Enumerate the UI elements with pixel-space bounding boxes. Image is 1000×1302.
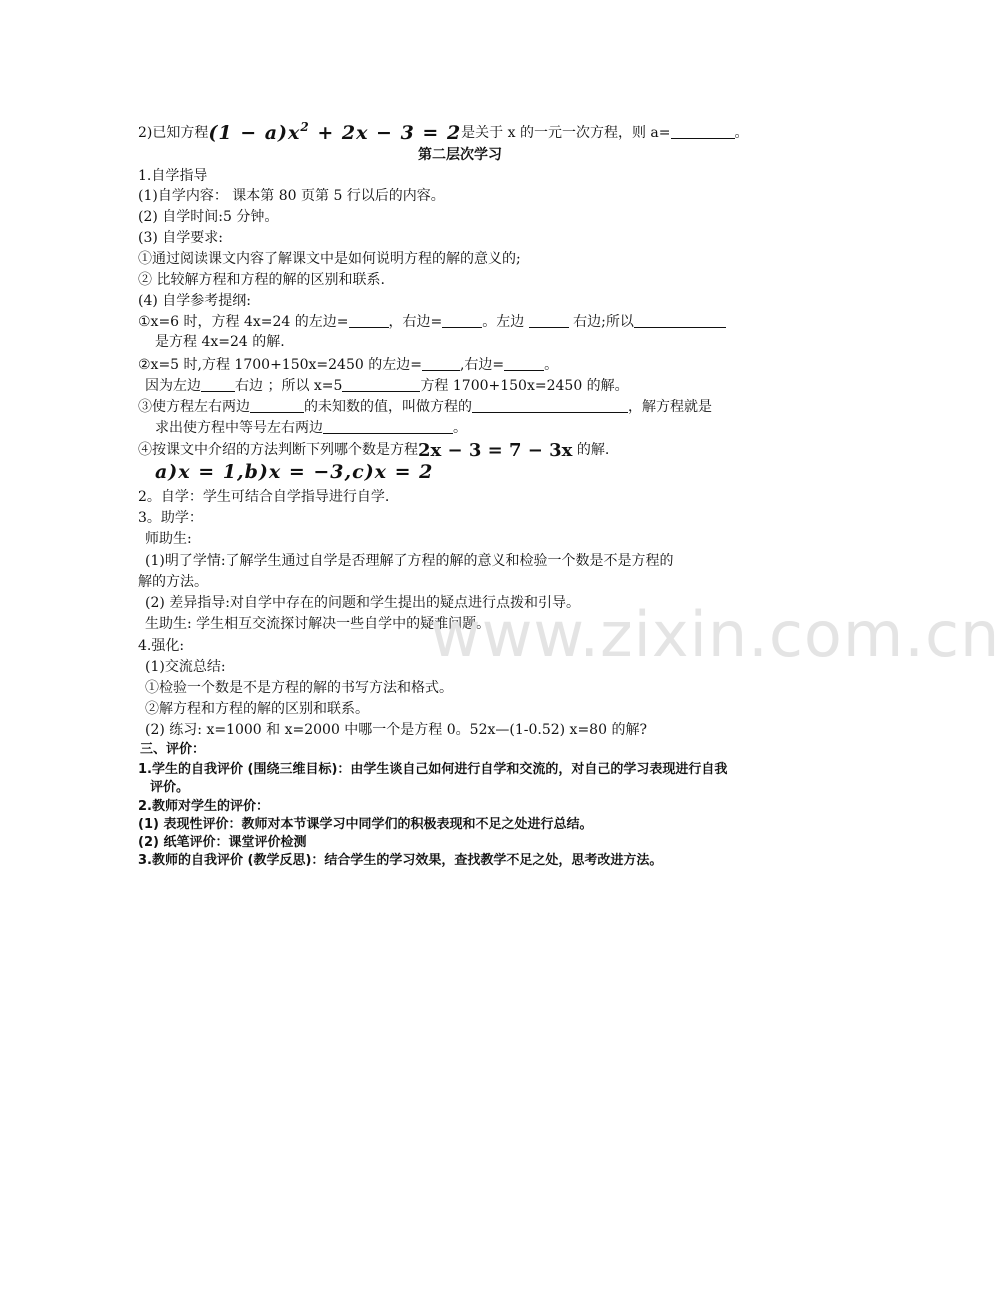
text-line: (2) 差异指导:对自学中存在的问题和学生提出的疑点进行点拨和引导。	[145, 595, 580, 611]
text-line: 解的方法。	[138, 574, 208, 590]
eval-line: (2) 纸笔评价：课堂评价检测	[138, 835, 307, 850]
heading-2: 2。自学：学生可结合自学指导进行自学.	[138, 489, 390, 505]
text-line: (1)交流总结:	[145, 659, 226, 675]
text-line: 生助生: 学生相互交流探讨解决一些自学中的疑难问题。	[145, 616, 491, 632]
outline-item-1-cont: 是方程 4x=24 的解.	[155, 334, 285, 350]
answer-options: a)x = 1,b)x = −3,c)x = 2	[155, 461, 434, 483]
text-line: 师助生:	[145, 531, 192, 547]
outline-item-1: ①x=6 时，方程 4x=24 的左边= ，右边= 。左边 右边;所以	[138, 313, 726, 332]
eval-line: (1) 表现性评价：教师对本节课学习中同学们的积极表现和不足之处进行总结。	[138, 817, 593, 832]
equation-formula: $(1 - a)x^2 + 2x - 3 = 2$	[208, 120, 462, 144]
heading-3: 3。助学：	[138, 510, 203, 526]
outline-item-2: ②x=5 时,方程 1700+150x=2450 的左边= ,右边= 。	[138, 357, 559, 373]
punct: 。	[734, 125, 749, 141]
text-line: ①检验一个数是不是方程的解的书写方法和格式。	[145, 680, 453, 696]
heading-4: 4.强化:	[138, 638, 185, 654]
equation-formula-2: 2x − 3 = 7 − 3x	[418, 440, 573, 461]
text-line: (1)明了学情:了解学生通过自学是否理解了方程的解的意义和检验一个数是不是方程的	[145, 553, 674, 569]
eval-line: 1.学生的自我评价 (围绕三维目标)：由学生谈自己如何进行自学和交流的，对自己的学习表现进行自我	[138, 762, 728, 777]
outline-item-4: ④按课文中介绍的方法判断下列哪个数是方程2x − 3 = 7 − 3x 的解.	[138, 440, 610, 461]
answer-blank	[671, 124, 735, 139]
text-line: (1)自学内容： 课本第 80 页第 5 行以后的内容。	[138, 188, 445, 204]
text-line: ②解方程和方程的解的区别和联系。	[145, 701, 369, 717]
heading-1: 1.自学指导	[138, 168, 208, 184]
section-title: 第二层次学习	[418, 147, 502, 163]
outline-item-2-cont: 因为左边 右边 ；所以 x=5 方程 1700+150x=2450 的解。	[145, 378, 629, 394]
question-2-line	[138, 118, 749, 143]
text-line: (3) 自学要求:	[138, 230, 223, 246]
question-2-prefix: 2)已知方程	[138, 125, 209, 141]
text-line: ② 比较解方程和方程的解的区别和联系.	[138, 272, 385, 288]
outline-item-3-cont: 求出使方程中等号左右两边 。	[155, 420, 467, 436]
eval-line: 3.教师的自我评价 (教学反思)：结合学生的学习效果，查找教学不足之处，思考改进方法。	[138, 853, 663, 868]
eval-line: 2.教师对学生的评价：	[138, 799, 269, 814]
text-line: ①通过阅读课文内容了解课文中是如何说明方程的解的意义的;	[138, 251, 521, 267]
text-line: (2) 练习: x=1000 和 x=2000 中哪一个是方程 0。52x—(1-0.52) x=80 的解?	[145, 722, 647, 738]
watermark: www.zixin.com.cn	[430, 598, 1000, 671]
eval-line: 评价。	[150, 780, 190, 795]
question-2-text: 是关于 x 的一元一次方程，则 a=	[461, 125, 671, 141]
outline-item-3: ③使方程左右两边 的未知数的值，叫做方程的 ，解方程就是	[138, 399, 712, 415]
text-line: (2) 自学时间:5 分钟。	[138, 209, 279, 225]
text-line: (4) 自学参考提纲:	[138, 293, 251, 309]
evaluation-title: 三、评价：	[140, 742, 206, 757]
